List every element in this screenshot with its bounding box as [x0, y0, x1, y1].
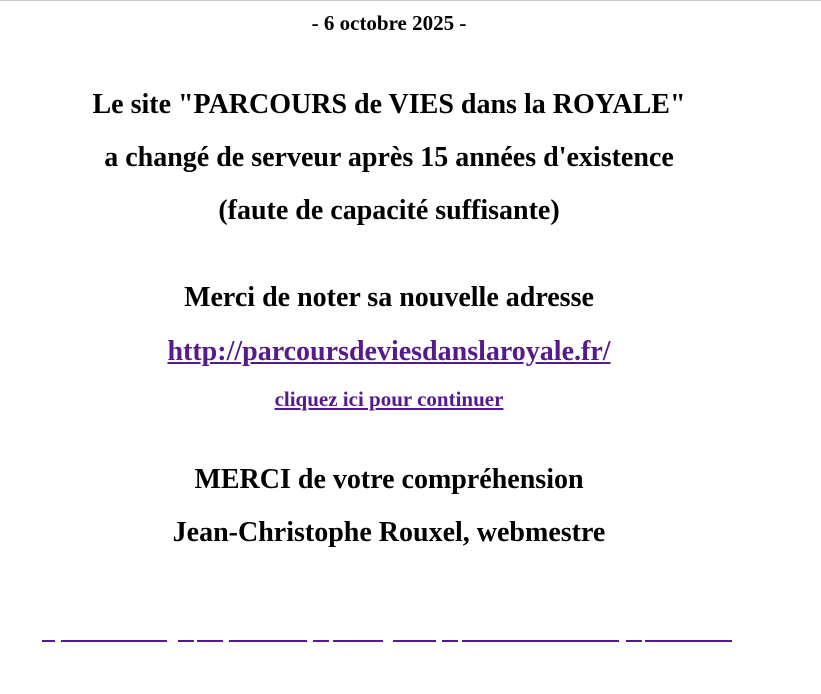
thanks-text: MERCI de votre compréhension [194, 464, 584, 495]
underline-row [0, 620, 821, 644]
announcement-line-1: Le site "PARCOURS de VIES dans la ROYALE" [92, 89, 686, 120]
link-underline-segment[interactable] [178, 640, 194, 642]
link-underline-segment[interactable] [626, 640, 642, 642]
new-url-link[interactable]: http://parcoursdeviesdanslaroyale.fr/ [167, 336, 611, 367]
link-underline-segment[interactable] [393, 640, 436, 642]
top-border [0, 0, 821, 1]
link-underline-segment[interactable] [42, 640, 55, 642]
link-underline-segment[interactable] [442, 640, 458, 642]
signature-text: Jean-Christophe Rouxel, webmestre [172, 517, 606, 548]
link-underline-segment[interactable] [462, 640, 619, 642]
link-underline-segment[interactable] [61, 640, 167, 642]
announcement-line-2: a changé de serveur après 15 années d'existence [104, 142, 674, 173]
link-underline-segment[interactable] [197, 640, 223, 642]
link-underline-segment[interactable] [229, 640, 307, 642]
announcement-line-3: (faute de capacité suffisante) [218, 195, 560, 226]
notice-heading: Merci de noter sa nouvelle adresse [184, 282, 594, 313]
page-date: - 6 octobre 2025 - [311, 11, 467, 35]
continue-link[interactable]: cliquez ici pour continuer [274, 387, 504, 411]
new-url-line [0, 334, 778, 370]
continue-line [0, 385, 778, 413]
link-underline-segment[interactable] [333, 640, 383, 642]
link-underline-segment[interactable] [645, 640, 732, 642]
link-underline-segment[interactable] [313, 640, 329, 642]
